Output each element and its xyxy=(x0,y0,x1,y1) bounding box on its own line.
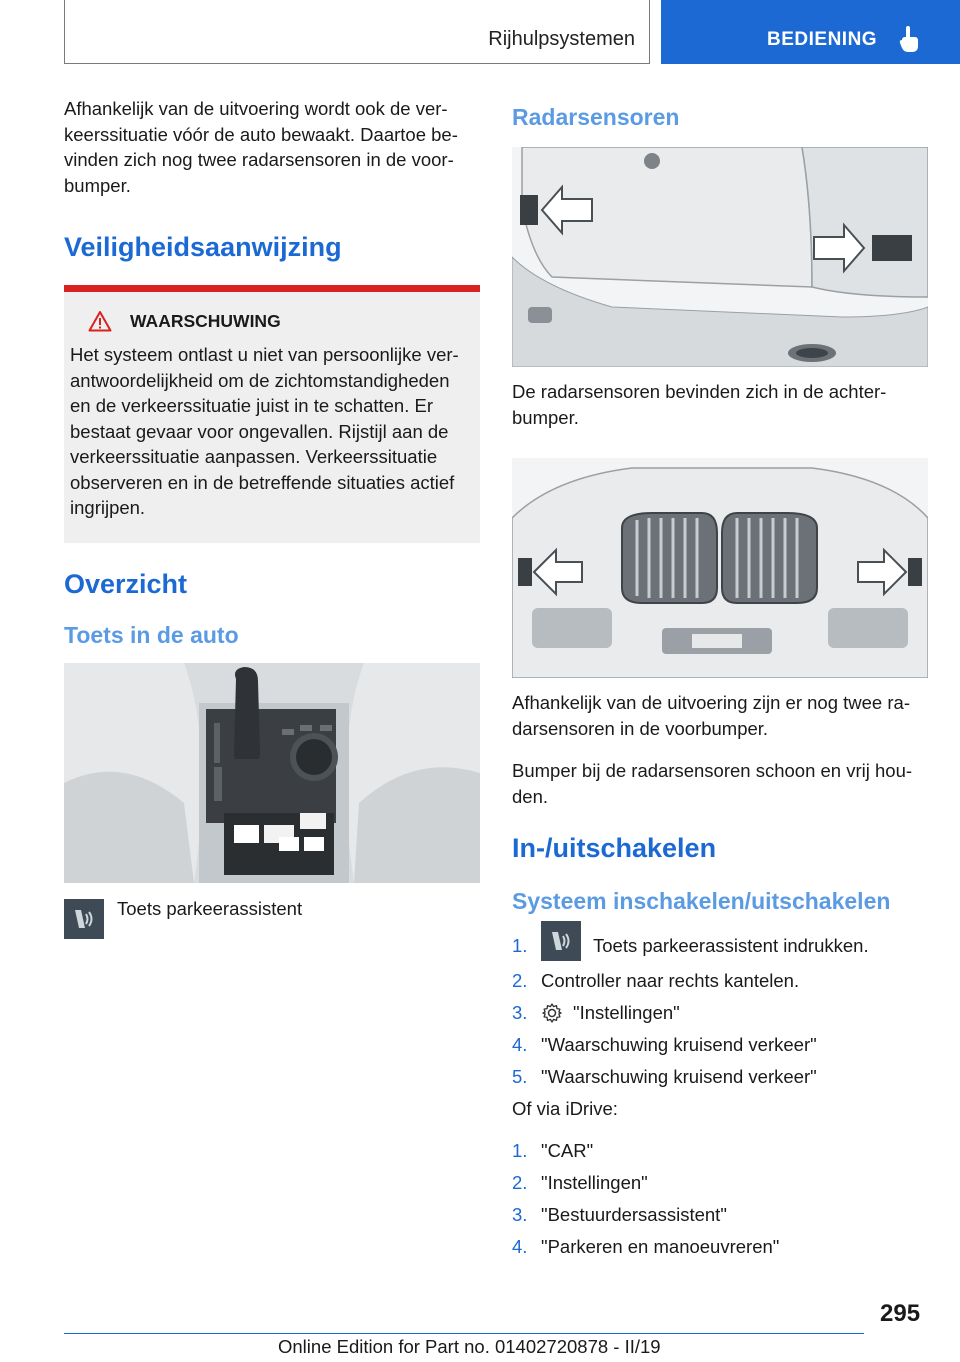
idrive-intro: Of via iDrive: xyxy=(512,1098,618,1119)
step-text: "Bestuurdersassistent" xyxy=(541,1203,727,1225)
page-number: 295 xyxy=(880,1300,921,1327)
step-text: "Instellingen" xyxy=(573,1002,680,1023)
warning-header xyxy=(70,310,472,332)
step-number: 1. xyxy=(512,934,528,956)
warning-text: Het systeem ontlast u niet van persoonlijke verantwoordelijkheid om de zichtomstandigheden en de verkeerssituatie juist in te schatten. Er bestaat gevaar voor ongevallen. Rijstijl aan de verkeerssituatie aanpassen. Verkeerssituatie observeren en in de betreffende situaties actief ingrijpen. xyxy=(70,344,459,518)
step-text: "Parkeren en manoeuvreren" xyxy=(541,1235,780,1257)
warning-title: WAARSCHUWING xyxy=(130,310,281,331)
step-number: 5. xyxy=(512,1066,528,1087)
park-assistant-button-icon xyxy=(541,921,581,961)
step-number: 2. xyxy=(512,1171,528,1193)
warning-box xyxy=(64,292,480,543)
rear-caption: De radarsensoren bevinden zich in de achterbumper. xyxy=(512,381,887,428)
list-item xyxy=(512,1000,928,1025)
right-column xyxy=(512,104,928,1266)
step-number: 3. xyxy=(512,1203,528,1225)
gear-icon xyxy=(541,1002,563,1024)
intro-paragraph: Afhankelijk van de uitvoering wordt ook de verkeerssituatie vóór de auto bewaakt. Daartoe bevinden zich nog twee radarsensoren in de voorbumper. xyxy=(64,98,458,196)
safety-heading: Veiligheidsaanwijzing xyxy=(64,232,342,262)
chapter-tab xyxy=(661,0,960,64)
center-console-image xyxy=(64,663,480,883)
list-item xyxy=(512,1064,928,1089)
step-text: Toets parkeerassistent indrukken. xyxy=(593,934,869,956)
footer-rule xyxy=(64,1333,864,1334)
left-column xyxy=(64,96,480,939)
chapter-tab-label: BEDIENING xyxy=(767,29,878,50)
front-bumper-image xyxy=(512,458,928,678)
clean-instruction: Bumper bij de radarsensoren schoon en vrij houden. xyxy=(512,760,913,807)
step-number: 3. xyxy=(512,1002,528,1023)
button-caption-row xyxy=(64,899,480,939)
step-text: "CAR" xyxy=(541,1139,594,1161)
front-caption: Afhankelijk van de uitvoering zijn er nog twee radarsensoren in de voorbumper. xyxy=(512,692,910,739)
list-item xyxy=(512,1170,928,1195)
list-item xyxy=(512,929,928,961)
list-item xyxy=(512,1138,928,1163)
section-tab xyxy=(64,0,650,64)
section-tab-label: Rijhulpsystemen xyxy=(488,28,635,50)
step-text: Controller naar rechts kantelen. xyxy=(541,970,800,991)
button-heading: Toets in de auto xyxy=(64,621,239,648)
radar-heading: Radarsensoren xyxy=(512,104,680,130)
rear-bumper-image xyxy=(512,147,928,367)
step-number: 4. xyxy=(512,1235,528,1257)
park-assistant-button-icon xyxy=(64,899,104,939)
list-item xyxy=(512,1234,928,1259)
button-caption: Toets parkeerassistent xyxy=(117,897,303,919)
step-number: 1. xyxy=(512,1139,528,1161)
step-text: "Instellingen" xyxy=(541,1171,648,1193)
warning-rule xyxy=(64,285,480,292)
step-number: 2. xyxy=(512,970,528,991)
switch-heading: In-/uitschakelen xyxy=(512,833,717,863)
system-heading: Systeem inschakelen/uitschakelen xyxy=(512,888,891,914)
step-text: "Waarschuwing kruisend verkeer" xyxy=(541,1066,817,1087)
step-text: "Waarschuwing kruisend verkeer" xyxy=(541,1034,817,1055)
edition-text: Online Edition for Part no. 01402720878 - II/19 xyxy=(278,1336,661,1357)
idrive-steps-list xyxy=(512,1138,928,1259)
step-number: 4. xyxy=(512,1034,528,1055)
pointing-hand-icon xyxy=(898,24,920,54)
list-item xyxy=(512,1202,928,1227)
warning-triangle-icon xyxy=(88,310,112,332)
overview-heading: Overzicht xyxy=(64,568,188,599)
switch-steps-list xyxy=(512,929,928,1089)
list-item xyxy=(512,968,928,993)
list-item xyxy=(512,1032,928,1057)
